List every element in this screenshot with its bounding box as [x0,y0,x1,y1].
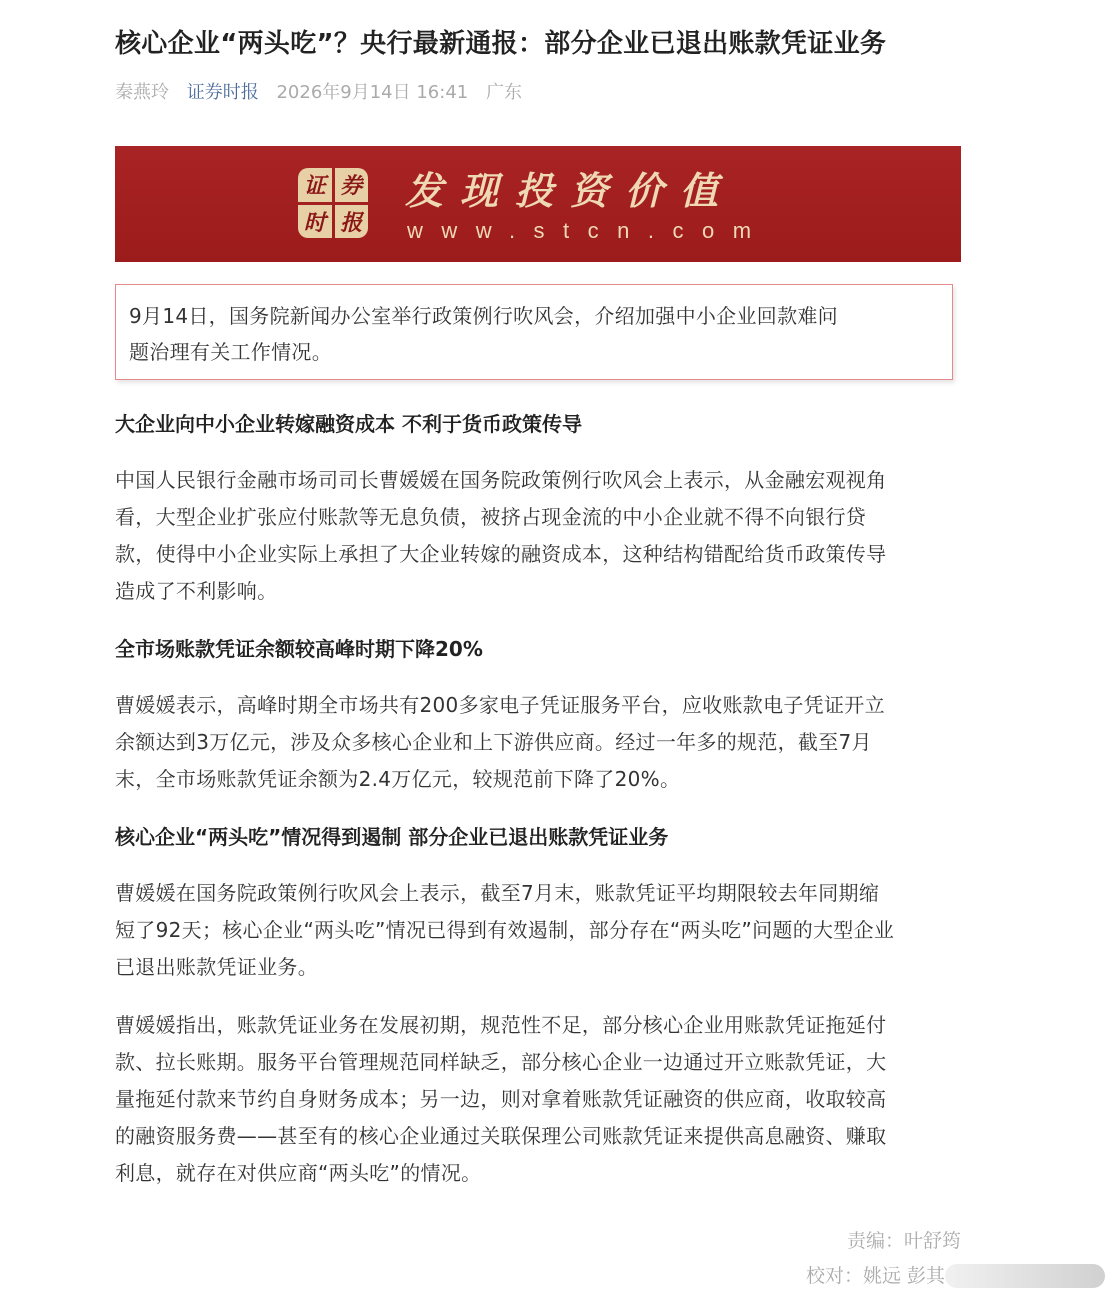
watermark [945,1264,1105,1288]
author: 秦燕玲 [115,82,169,103]
paragraph-line: 款，使得中小企业实际上承担了大企业转嫁的融资成本，这种结构错配给货币政策传导 [115,542,887,566]
section-heading: 全市场账款凭证余额较高峰时期下降20% [115,637,483,661]
article-title: 核心企业“两头吃”？央行最新通报：部分企业已退出账款凭证业务 [115,29,887,59]
editor-credit: 责编：叶舒筠 [846,1230,961,1252]
section-heading: 大企业向中小企业转嫁融资成本 不利于货币政策传导 [115,412,582,436]
logo-char: 时 [298,205,332,239]
banner-slogan: 发现投资价值 [405,168,736,213]
paragraph-line: 末，全市场账款凭证余额为2.4万亿元，较规范前下降了20%。 [115,767,681,791]
stcn-logo [298,168,368,238]
paragraph-line: 余额达到3万亿元，涉及众多核心企业和上下游供应商。经过一年多的规范，截至7月 [115,730,872,754]
logo-char: 券 [335,168,369,202]
paragraph [115,1007,961,1192]
source-link[interactable]: 证券时报 [186,82,259,103]
paragraph-line: 造成了不利影响。 [115,579,278,603]
paragraph-line: 的融资服务费——甚至有的核心企业通过关联保理公司账款凭证来提供高息融资、赚取 [115,1124,887,1148]
logo-char: 报 [335,205,369,239]
section-heading: 核心企业“两头吃”情况得到遏制 部分企业已退出账款凭证业务 [115,825,669,849]
article-meta [115,79,534,107]
banner-website: www.stcn.com [407,218,770,243]
paragraph [115,462,961,610]
article-summary-box [115,284,953,380]
stcn-banner [115,146,961,262]
paragraph [115,687,961,798]
paragraph-line: 已退出账款凭证业务。 [115,955,318,979]
paragraph-line: 量拖延付款来节约自身财务成本；另一边，则对拿着账款凭证融资的供应商，收取较高 [115,1087,887,1111]
paragraph-line: 中国人民银行金融市场司司长曹媛媛在国务院政策例行吹风会上表示，从金融宏观视角 [115,468,887,492]
paragraph-line: 看，大型企业扩张应付账款等无息负债，被挤占现金流的中小企业就不得不向银行贷 [115,505,867,529]
paragraph [115,875,961,986]
paragraph-line: 曹媛媛指出，账款凭证业务在发展初期，规范性不足，部分核心企业用账款凭证拖延付 [115,1013,887,1037]
publish-datetime: 2026年9月14日 16:41 [276,82,469,103]
logo-char: 证 [298,168,332,202]
proofreader-credit: 校对：姚远 彭其 [805,1265,945,1287]
paragraph-line: 短了92天；核心企业“两头吃”情况已得到有效遏制，部分存在“两头吃”问题的大型企业 [115,918,895,942]
publish-location: 广东 [485,82,522,103]
paragraph-line: 曹媛媛在国务院政策例行吹风会上表示，截至7月末，账款凭证平均期限较去年同期缩 [115,881,880,905]
paragraph-line: 款、拉长账期。服务平台管理规范同样缺乏，部分核心企业一边通过开立账款凭证，大 [115,1050,887,1074]
paragraph-line: 利息，就存在对供应商“两头吃”的情况。 [115,1161,482,1185]
paragraph-line: 曹媛媛表示，高峰时期全市场共有200多家电子凭证服务平台，应收账款电子凭证开立 [115,693,885,717]
summary-line: 题治理有关工作情况。 [129,340,332,364]
summary-line: 9月14日，国务院新闻办公室举行政策例行吹风会，介绍加强中小企业回款难问 [129,304,838,328]
